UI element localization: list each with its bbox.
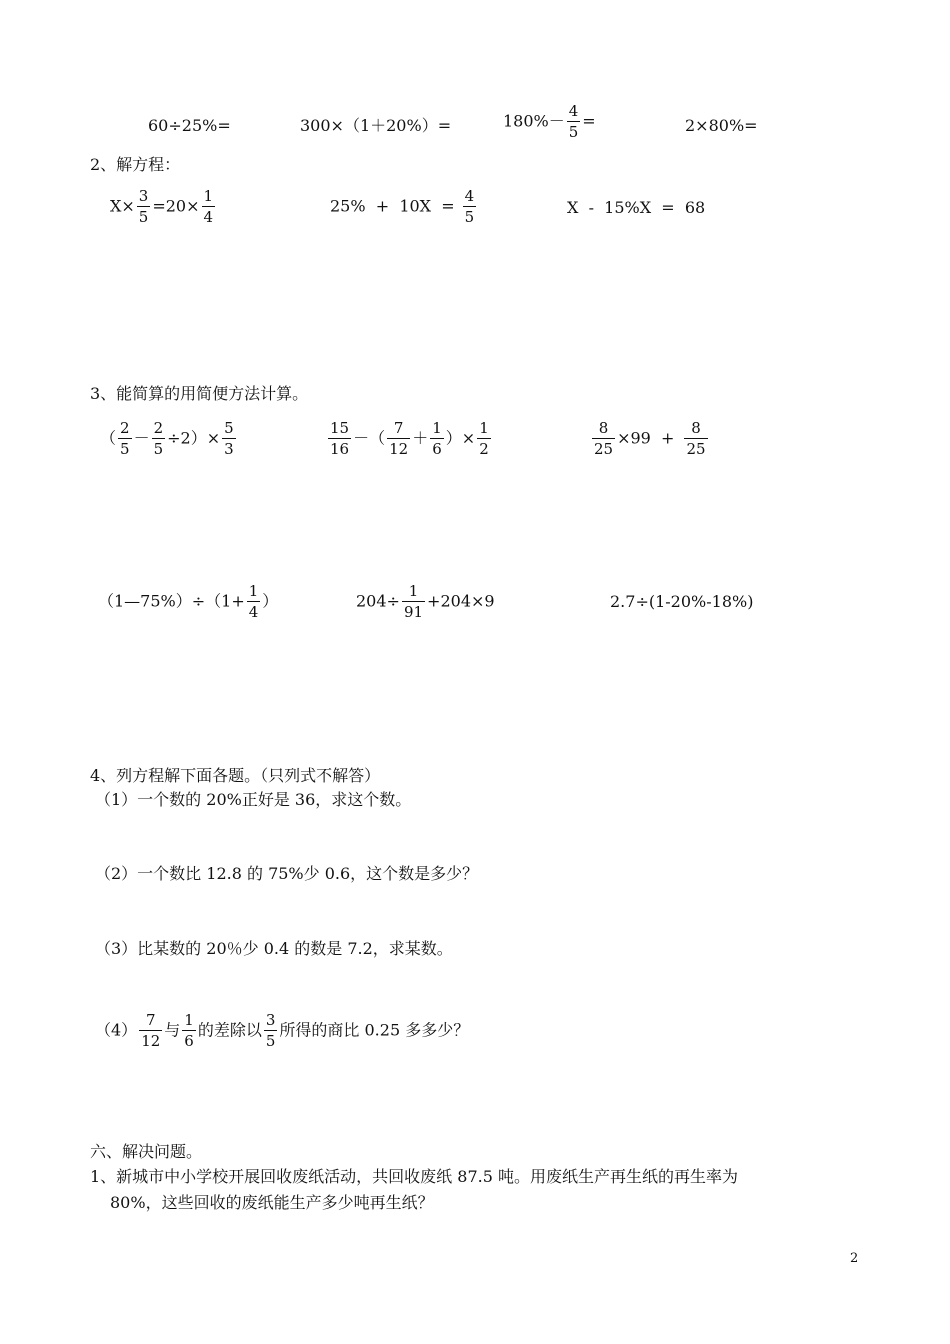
fraction-bar [567, 121, 581, 122]
fraction-bar [202, 206, 216, 207]
problem-3-5 [356, 583, 495, 621]
expr-text: = [582, 111, 596, 131]
problem-6-1-line-2: 80%，这些回收的废纸能生产多少吨再生纸？ [110, 1193, 434, 1212]
fraction-bar [139, 1030, 162, 1031]
expr-text: － [133, 428, 150, 448]
fraction [402, 583, 425, 621]
fraction [477, 420, 491, 458]
expr-text: 25% + 10X = [330, 196, 455, 216]
problem-3-6: 2.7÷(1-20%-18%) [610, 592, 754, 611]
numerator: 7 [393, 419, 404, 437]
fraction [264, 1012, 278, 1050]
question-4-1: （1）一个数的 20%正好是 36，求这个数。 [95, 790, 412, 809]
numerator: 3 [138, 187, 149, 205]
numerator: 1 [432, 419, 442, 437]
fraction [137, 188, 151, 226]
expr-300-times: 300×（1＋20%）= [300, 116, 452, 135]
fraction-bar [592, 438, 615, 439]
fraction-bar [182, 1030, 196, 1031]
denominator: 5 [138, 208, 149, 226]
expr-text: ＋ [412, 428, 429, 448]
denominator: 12 [141, 1032, 161, 1050]
numerator: 4 [568, 102, 579, 120]
expr-text: ×99 + [617, 428, 675, 448]
fraction-bar [387, 438, 410, 439]
fraction-bar [328, 438, 351, 439]
fraction-bar [222, 438, 236, 439]
numerator: 15 [330, 419, 350, 437]
expr-text: （1—75%）÷（1+ [98, 591, 245, 611]
fraction [592, 420, 615, 458]
numerator: 7 [145, 1011, 156, 1029]
fraction-bar [402, 601, 425, 602]
section-2-heading: 2、解方程： [90, 155, 181, 174]
numerator: 8 [691, 419, 701, 437]
numerator: 1 [184, 1011, 194, 1029]
denominator: 25 [594, 440, 614, 458]
equation-3: X - 15%X = 68 [567, 198, 706, 217]
problem-3-3 [590, 420, 710, 458]
expr-text: －（ [353, 428, 386, 448]
numerator: 2 [120, 419, 130, 437]
equation-1 [110, 188, 217, 226]
fraction [118, 420, 132, 458]
expr-text: ）× [445, 428, 476, 448]
fraction [247, 583, 261, 621]
numerator: 1 [248, 582, 259, 600]
expr-text: ） [262, 591, 279, 611]
expr-text: +204×9 [427, 591, 495, 611]
fraction [684, 420, 707, 458]
question-4-2: （2）一个数比 12.8 的 75%少 0.6，这个数是多少？ [95, 864, 479, 883]
problem-3-2 [326, 420, 493, 458]
expr-text: （4） [95, 1020, 138, 1040]
numerator: 4 [464, 187, 475, 205]
denominator: 16 [330, 440, 350, 458]
denominator: 6 [184, 1032, 194, 1050]
equation-2 [330, 188, 478, 226]
question-4-4 [95, 1012, 469, 1050]
denominator: 5 [153, 440, 164, 458]
fraction-bar [137, 206, 151, 207]
denominator: 2 [479, 440, 489, 458]
expr-60-div-25pct: 60÷25%= [148, 116, 231, 135]
numerator: 1 [408, 582, 419, 600]
fraction [387, 420, 410, 458]
fraction-bar [684, 438, 707, 439]
section-3-heading: 3、能简算的用简便方法计算。 [90, 384, 309, 403]
fraction-bar [152, 438, 166, 439]
expr-2-times-80pct: 2×80%= [685, 116, 758, 135]
fraction-bar [430, 438, 444, 439]
fraction-bar [118, 438, 132, 439]
fraction-bar [463, 206, 477, 207]
expr-180pct-minus-frac [503, 103, 596, 141]
denominator: 6 [432, 440, 442, 458]
fraction [182, 1012, 196, 1050]
denominator: 25 [686, 440, 706, 458]
section-6-heading: 六、解决问题。 [90, 1142, 203, 1161]
problem-3-1 [100, 420, 238, 458]
page-number: 2 [850, 1251, 859, 1266]
question-4-3: （3）比某数的 20％少 0.4 的数是 7.2，求某数。 [95, 939, 453, 958]
fraction [222, 420, 236, 458]
fraction [152, 420, 166, 458]
fraction-bar [264, 1030, 278, 1031]
expr-text: 的差除以 [197, 1020, 262, 1040]
fraction [567, 103, 581, 141]
section-4-heading: 4、列方程解下面各题。（只列式不解答） [90, 766, 381, 785]
numerator: 8 [598, 419, 609, 437]
numerator: 3 [265, 1011, 276, 1029]
fraction-bar [247, 601, 261, 602]
expr-text: 所得的商比 0.25 多多少？ [279, 1020, 470, 1040]
numerator: 5 [224, 419, 234, 437]
fraction [463, 188, 477, 226]
numerator: 1 [203, 187, 214, 205]
expr-text: =20× [152, 196, 200, 216]
fraction [430, 420, 444, 458]
expr-text: 204÷ [356, 591, 400, 611]
expr-text: 180%－ [503, 111, 565, 131]
expr-text: ÷2）× [167, 428, 221, 448]
expr-text: （ [100, 428, 117, 448]
numerator: 1 [479, 419, 489, 437]
denominator: 5 [464, 208, 475, 226]
problem-6-1-line-1: 1、新城市中小学校开展回收废纸活动，共回收废纸 87.5 吨。用废纸生产再生纸的再生率为 [90, 1167, 738, 1186]
fraction [328, 420, 351, 458]
denominator: 4 [203, 208, 214, 226]
fraction [202, 188, 216, 226]
denominator: 12 [389, 440, 409, 458]
denominator: 3 [224, 440, 234, 458]
denominator: 5 [265, 1032, 276, 1050]
fraction-bar [477, 438, 491, 439]
denominator: 91 [403, 603, 424, 621]
fraction [139, 1012, 162, 1050]
denominator: 5 [568, 123, 579, 141]
numerator: 2 [153, 419, 164, 437]
denominator: 4 [248, 603, 259, 621]
expr-text: X× [110, 196, 135, 216]
expr-text: 与 [164, 1020, 181, 1040]
denominator: 5 [120, 440, 130, 458]
problem-3-4 [98, 583, 278, 621]
